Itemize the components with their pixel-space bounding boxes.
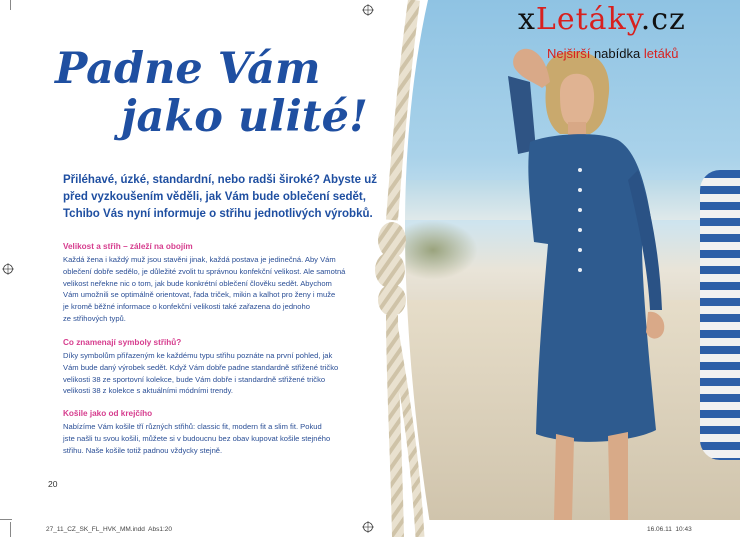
print-slug-date: 16.06.11 10:43 bbox=[647, 526, 692, 533]
body-line: ze střihových typů. bbox=[63, 313, 126, 323]
page-headline bbox=[55, 45, 395, 141]
site-tagline bbox=[547, 46, 679, 61]
logo-accent: Letáky bbox=[535, 2, 641, 37]
logo-prefix: x bbox=[518, 2, 536, 37]
section-body bbox=[63, 421, 379, 456]
crop-mark bbox=[10, 0, 11, 10]
site-logo[interactable] bbox=[518, 2, 686, 37]
body-line: Nabízíme Vám košile tří různých střihů: classic fit, modern fit a slim fit. Pokud bbox=[63, 422, 322, 431]
body-line: jste našli tu svou košili, můžete si v budoucnu bez obav kupovat košile stejného bbox=[63, 433, 331, 443]
section-heading: Co znamenají symboly střihů? bbox=[63, 338, 182, 347]
headline-line-1: Padne Vám bbox=[55, 44, 321, 94]
registration-mark-icon bbox=[2, 263, 14, 275]
registration-mark-icon bbox=[362, 521, 374, 533]
body-line: Každá žena i každý muž jsou stavěni jinak, každá postava je jedinečná. Aby Vám bbox=[63, 255, 336, 264]
body-line: velikosti 38 z kolekce s aktuálními módními trendy. bbox=[63, 386, 233, 396]
body-line: velikosti 38 ze sportovní kolekce, bude Vám dobře i standardně střižené tričko bbox=[63, 374, 326, 384]
intro-paragraph: Přiléhavé, úzké, standardní, nebo radši široké? Abyste už před vyzkoušením věděli, jak Vám bude oblečení sedět, Tchibo Vás nyní informuje o střihu jednotlivých výrobků. bbox=[63, 174, 378, 220]
body-line: velikost neřekne nic o tom, jak bude konkrétní oblečení člověku sedět. Abychom bbox=[63, 278, 332, 288]
body-line: střihu. Naše košile totiž padnou vždycky stejně. bbox=[63, 445, 223, 455]
crop-mark bbox=[0, 519, 12, 520]
body-line: Vám bude daný výrobek sedět. Když Vám dobře padne standardně střižené tričko bbox=[63, 362, 339, 372]
tagline-part-1: Nejširší bbox=[547, 46, 591, 61]
section-body bbox=[63, 254, 379, 325]
crop-mark bbox=[10, 522, 11, 537]
headline-line-2: jako ulité! bbox=[121, 92, 368, 142]
page-number: 20 bbox=[48, 479, 58, 489]
tagline-part-3: letáků bbox=[643, 46, 679, 61]
striped-shirt-person bbox=[700, 170, 740, 460]
body-line: je kromě běžné informace o konfekční velikosti také zařazena do jednoho bbox=[63, 302, 310, 312]
body-line: oblečení dobře sedělo, je důležité zvolit tu správnou konfekční velikost. Ale samotná bbox=[63, 266, 346, 276]
body-line: Díky symbolům přiřazeným ke každému typu střihu poznáte na první pohled, jak bbox=[63, 351, 333, 360]
section-heading: Košile jako od krejčího bbox=[63, 409, 153, 418]
section-body bbox=[63, 350, 379, 397]
section-heading: Velikost a střih – záleží na obojím bbox=[63, 242, 193, 251]
tagline-part-2: nabídka bbox=[590, 46, 644, 61]
beach-photo bbox=[388, 0, 740, 520]
print-slug-file: 27_11_CZ_SK_FL_HVK_MM.indd Abs1:20 bbox=[46, 526, 172, 533]
body-line: Vám umožnili se optimálně orientovat, řada triček, mikin a kalhot pro ženy i muže bbox=[63, 290, 336, 300]
registration-mark-icon bbox=[362, 4, 374, 16]
woman-in-denim-dress bbox=[478, 30, 678, 520]
logo-suffix: .cz bbox=[640, 2, 686, 37]
